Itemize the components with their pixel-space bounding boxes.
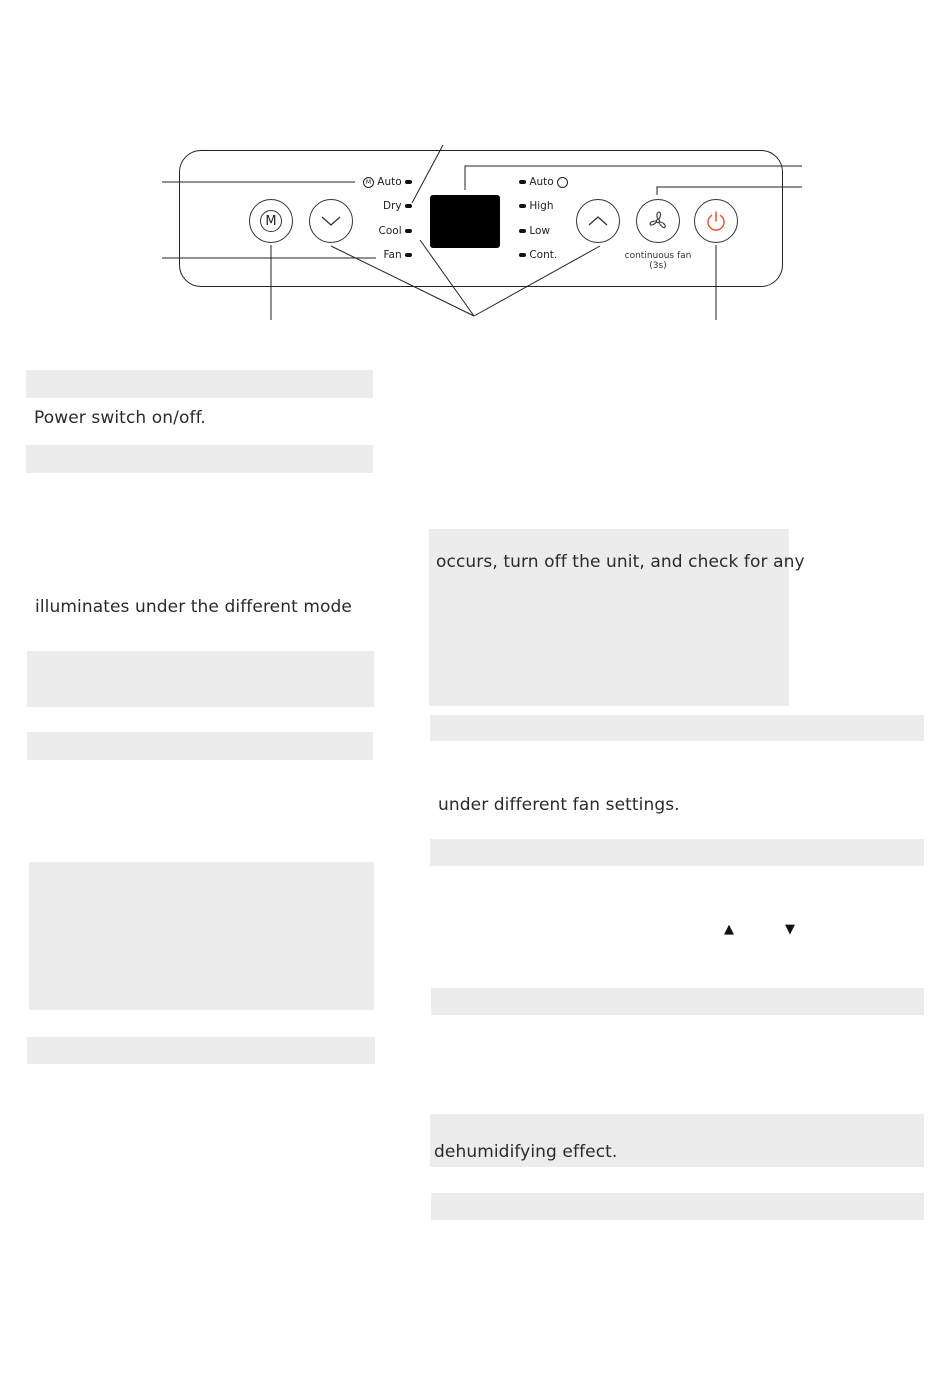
section-header-bar [431,988,924,1015]
mode-label-auto: M Auto [340,176,412,188]
continuous-fan-caption: continuous fan (3s) [624,251,692,271]
indicator-dot [405,229,412,233]
auto-mode-icon: M [363,177,374,188]
fan-label-high: High [519,200,553,212]
leader-lines [0,0,950,330]
fan-label-auto: Auto [519,176,568,188]
indicator-dot [519,253,526,257]
indicator-dot [519,229,526,233]
mode-button[interactable] [249,199,293,243]
section-header-bar [26,370,373,398]
fan-icon [646,209,670,233]
fan-label-cont: Cont. [519,249,557,261]
auto-fan-icon [557,177,568,188]
mode-m-icon: M [260,210,282,232]
indicator-dot [405,180,412,184]
mode-description: illuminates under the different mode [35,597,352,617]
section-header-bar [26,445,373,473]
section-header-bar [27,1037,375,1064]
note-box [27,651,374,707]
indicator-dot [519,180,526,184]
power-button[interactable] [694,199,738,243]
mode-label-fan: Fan [340,249,412,261]
section-header-bar [430,715,924,741]
led-display [430,195,500,248]
dehumid-description: dehumidifying effect. [434,1142,618,1162]
chevron-up-icon [587,214,609,228]
mode-label-cool: Cool [340,225,412,237]
leader-fan-button [657,187,802,195]
mode-label-dry: Dry [340,200,412,212]
power-icon [704,209,728,233]
indicator-dot [519,204,526,208]
up-arrow-glyph: ▲ [724,922,734,937]
down-button[interactable] [309,199,353,243]
section-header-bar [27,732,373,760]
leader-cool-mode [420,240,474,316]
warning-description: occurs, turn off the unit, and check for any [436,552,805,572]
note-box [29,862,374,1010]
fan-description: under different fan settings. [438,795,680,815]
section-header-bar [430,839,924,866]
section-header-bar [431,1193,924,1220]
fan-label-low: Low [519,225,550,237]
leader-display [465,166,802,190]
up-button[interactable] [576,199,620,243]
indicator-dot [405,253,412,257]
power-description: Power switch on/off. [34,408,206,428]
chevron-down-icon [320,214,342,228]
fan-button[interactable] [636,199,680,243]
down-arrow-glyph: ▼ [785,922,795,937]
indicator-dot [405,204,412,208]
